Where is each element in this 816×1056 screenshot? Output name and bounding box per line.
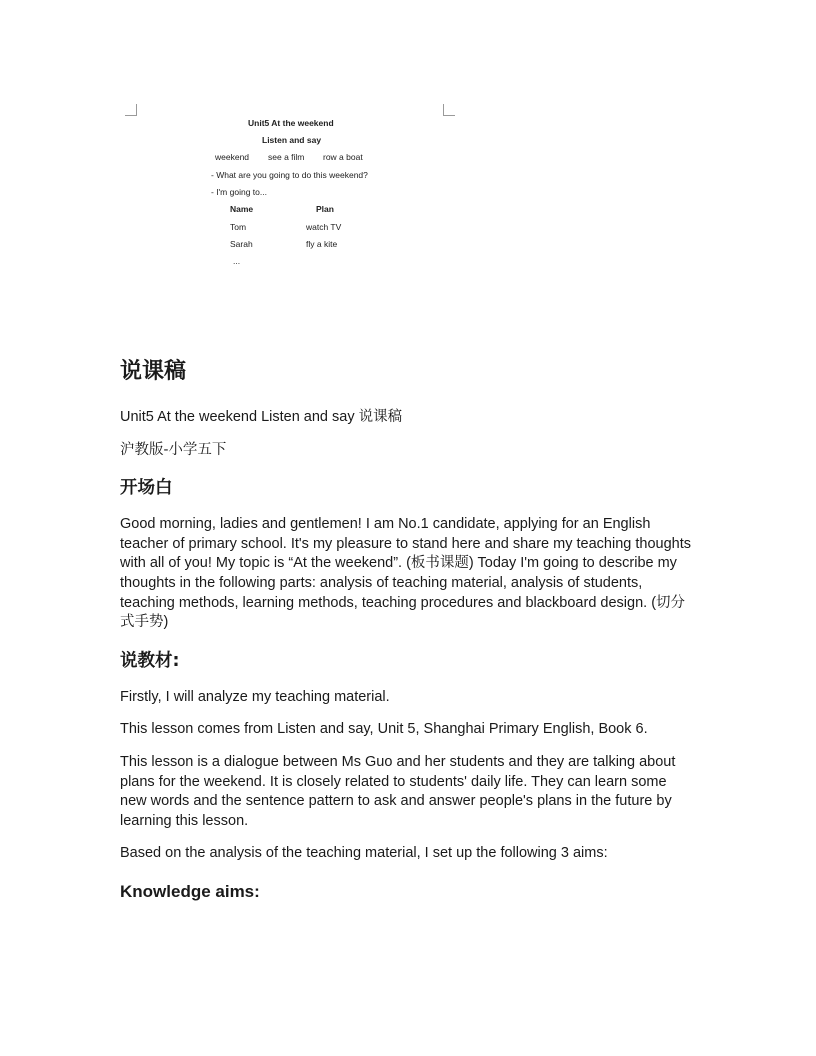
document-body [120,356,695,904]
paragraph: This lesson is a dialogue between Ms Guo and her students and they are talking about plans for the weekend. It is closely related to students' daily life. They can learn some new words and the sentence pattern to ask and answer people's plans in the future by learning this lesson. [120,753,676,829]
blackboard-design [0,0,816,280]
board-word: row a boat [323,152,363,162]
heading-opening: 开场白 [120,478,173,499]
document-title: 说课稿 [120,359,187,384]
board-cell: fly a kite [306,239,338,249]
board-word: weekend [215,152,250,162]
opening-paragraph: Good morning, ladies and gentlemen! I am No.1 candidate, applying for an English teacher of primary school. It's my pleasure to stand here and share my teaching thoughts with all of you! My topic is “At the weekend”. (板书课题) Today I'm going to describe my thoughts in the following parts: analysis of teaching material, analysis of students, teaching methods, learning methods, teaching procedures and blackboard design. (切分式手势) [120,516,691,631]
textbook-line: 沪教版-小学五下 [120,441,227,458]
heading-knowledge-aims: Knowledge aims: [120,881,260,901]
board-word: see a film [268,152,305,162]
paragraph: This lesson comes from Listen and say, Unit 5, Shanghai Primary English, Book 6. [120,721,648,738]
board-cell: Tom [230,222,247,232]
paragraph: Firstly, I will analyze my teaching material. [120,688,390,705]
board-title: Unit5 At the weekend [248,118,334,128]
board-cell: watch TV [306,222,342,232]
board-ellipsis: ... [233,256,241,266]
board-cell: Sarah [230,239,253,249]
board-subtitle: Listen and say [262,135,322,145]
paragraph: Based on the analysis of the teaching material, I set up the following 3 aims: [120,845,608,862]
board-answer: - I'm going to... [211,187,267,197]
lesson-title-line: Unit5 At the weekend Listen and say 说课稿 [120,409,403,425]
heading-teaching-material: 说教材: [120,650,180,671]
board-header-plan: Plan [316,204,334,214]
board-question: - What are you going to do this weekend? [211,170,368,180]
board-header-name: Name [230,204,254,214]
